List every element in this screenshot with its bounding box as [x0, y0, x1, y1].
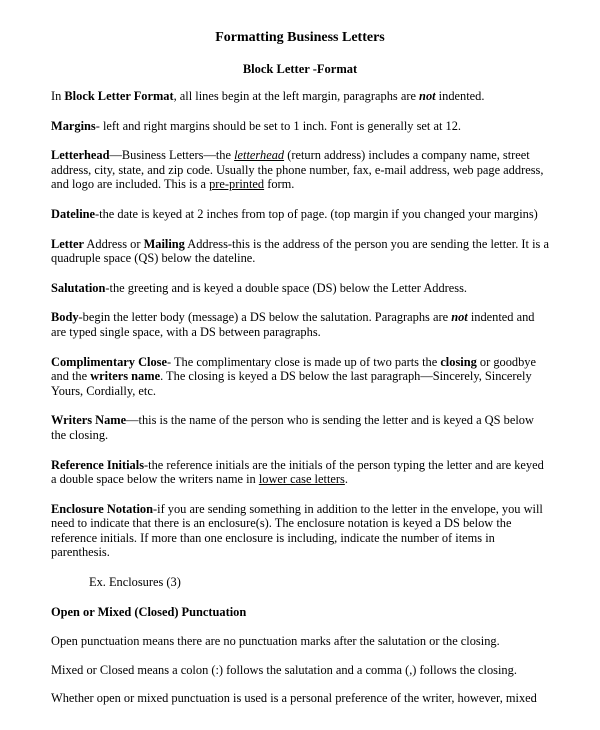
block-format-paragraph: In Block Letter Format, all lines begin at the left margin, paragraphs are not indented.	[51, 89, 485, 103]
open-punctuation-paragraph: Open punctuation means there are no punctuation marks after the salutation or the closing.	[51, 634, 500, 649]
mixed-punctuation-paragraph: Mixed or Closed means a colon (:) follows the salutation and a comma (,) follows the closing.	[51, 662, 517, 677]
enclosure-example: Ex. Enclosures (3)	[89, 575, 181, 590]
letter-address-paragraph: Letter Address or Mailing Address-this is the address of the person you are sending the letter. It is a quadruple space (QS) below the dateline.	[51, 236, 549, 266]
document-title: Formatting Business Letters	[215, 30, 385, 45]
writers-name-paragraph: Writers Name—this is the name of the person who is sending the letter and is keyed a QS below the closing.	[51, 413, 534, 442]
enclosure-notation-paragraph: Enclosure Notation-if you are sending something in addition to the letter in the envelope, you will need to indicate that there is an enclosure(s). The enclosure notation is keyed a DS below the reference initials. If more than one enclosure is including, indicate the number of items in parenthesis.	[51, 501, 543, 560]
salutation-paragraph: Salutation-the greeting and is keyed a double space (DS) below the Letter Address.	[51, 280, 468, 295]
body-paragraph: Body-begin the letter body (message) a DS below the salutation. Paragraphs are not indented and are typed single space, with a DS between paragraphs.	[51, 310, 535, 339]
complimentary-close-paragraph: Complimentary Close- The complimentary close is made up of two parts the closing or goodbye and the writers name. The closing is keyed a DS below the last paragraph—Sincerely, Sincerely Yours, Cordially, etc.	[51, 354, 537, 398]
letterhead-paragraph: Letterhead—Business Letters—the letterhead (return address) includes a company name, street address, city, state, and zip code. Usually the phone number, fax, e-mail address, web page address, and logo are included. This is a pre-printed form.	[51, 148, 544, 192]
document-body	[51, 89, 551, 721]
margins-paragraph: Margins- left and right margins should be set to 1 inch. Font is generally set at 12.	[51, 118, 461, 133]
document-subtitle: Block Letter -Format	[242, 62, 358, 76]
reference-initials-paragraph: Reference Initials-the reference initials are the initials of the person typing the letter and are keyed a double space below the writers name in lower case letters.	[51, 457, 544, 487]
preference-paragraph: Whether open or mixed punctuation is used is a personal preference of the writer, however, mixed	[51, 691, 537, 706]
dateline-paragraph: Dateline-the date is keyed at 2 inches from top of page. (top margin if you changed your margins)	[51, 206, 538, 221]
punctuation-heading: Open or Mixed (Closed) Punctuation	[51, 604, 247, 619]
